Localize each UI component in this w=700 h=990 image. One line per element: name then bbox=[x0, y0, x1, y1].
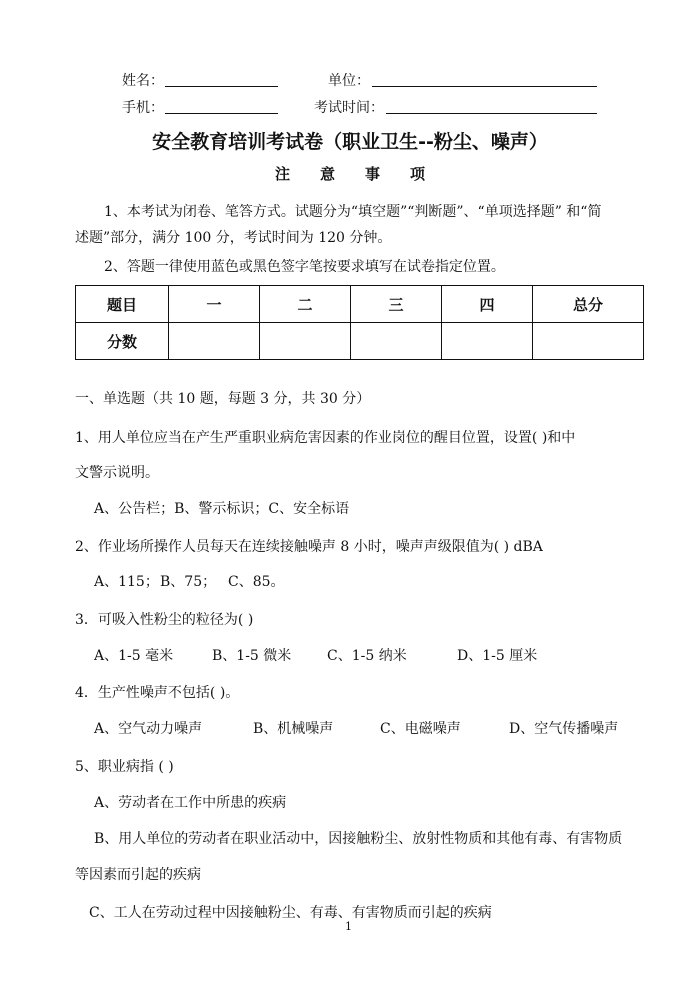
question-5-option-c: C、工人在劳动过程中因接触粉尘、有毒、有害物质而引起的疾病 bbox=[89, 905, 492, 921]
question-1-options: A、公告栏；B、警示标识；C、安全标语 bbox=[94, 501, 350, 517]
question-5-option-b-line1: B、用人单位的劳动者在职业活动中，因接触粉尘、放射性物质和其他有毒、有害物质 bbox=[94, 831, 623, 847]
score-cell[interactable] bbox=[533, 323, 644, 360]
exam-time-label: 考试时间： bbox=[314, 100, 384, 116]
phone-label: 手机： bbox=[122, 100, 164, 116]
question-4-option-d: D、空气传播噪声 bbox=[509, 721, 619, 737]
page-number: 1 bbox=[345, 920, 352, 933]
table-header-cell: 题目 bbox=[76, 286, 169, 323]
question-2: 2、作业场所操作人员每天在连续接触噪声 8 小时，噪声声级限值为( ) dBA bbox=[75, 539, 543, 555]
question-2-option-c: C、85。 bbox=[228, 574, 285, 590]
question-3: 3．可吸入性粉尘的粒径为( ) bbox=[75, 612, 254, 628]
question-4-option-c: C、电磁噪声 bbox=[380, 721, 461, 737]
notice-heading: 注意事项 bbox=[274, 165, 455, 183]
question-5-option-b-line2: 等因素而引起的疾病 bbox=[75, 867, 201, 883]
name-field[interactable] bbox=[165, 86, 278, 87]
table-header-cell: 总分 bbox=[533, 286, 644, 323]
name-label: 姓名： bbox=[122, 73, 164, 89]
instruction-1-line1: 1、本考试为闭卷、笔答方式。试题分为“填空题”“判断题”、“单项选择题” 和“简 bbox=[104, 204, 602, 220]
question-1-line2: 文警示说明。 bbox=[75, 465, 159, 481]
phone-field[interactable] bbox=[165, 113, 278, 114]
question-4-option-b: B、机械噪声 bbox=[253, 721, 334, 737]
question-5-option-a: A、劳动者在工作中所患的疾病 bbox=[94, 795, 287, 811]
section-heading: 一、单选题（共 10 题，每题 3 分，共 30 分） bbox=[75, 391, 371, 407]
exam-time-field[interactable] bbox=[386, 113, 597, 114]
unit-field[interactable] bbox=[372, 86, 597, 87]
table-header-cell: 一 bbox=[169, 286, 260, 323]
score-cell[interactable] bbox=[351, 323, 442, 360]
instruction-1-line2: 述题”部分，满分 100 分，考试时间为 120 分钟。 bbox=[75, 230, 392, 246]
table-header-cell: 二 bbox=[260, 286, 351, 323]
question-4-option-a: A、空气动力噪声 bbox=[94, 721, 203, 737]
instruction-2: 2、答题一律使用蓝色或黑色签字笔按要求填写在试卷指定位置。 bbox=[104, 259, 505, 275]
exam-title: 安全教育培训考试卷（职业卫生--粉尘、噪声） bbox=[152, 131, 548, 153]
question-1-line1: 1、用人单位应当在产生严重职业病危害因素的作业岗位的醒目位置，设置( )和中 bbox=[75, 430, 576, 446]
question-3-option-d: D、1-5 厘米 bbox=[457, 648, 538, 664]
question-2-option-b: B、75； bbox=[160, 574, 217, 590]
table-row bbox=[76, 286, 644, 323]
score-cell[interactable] bbox=[442, 323, 533, 360]
score-cell[interactable] bbox=[260, 323, 351, 360]
question-3-option-c: C、1-5 纳米 bbox=[327, 648, 407, 664]
question-4: 4．生产性噪声不包括( )。 bbox=[75, 685, 240, 701]
question-3-option-a: A、1-5 毫米 bbox=[94, 648, 174, 664]
table-header-cell: 三 bbox=[351, 286, 442, 323]
question-5: 5、职业病指 ( ) bbox=[75, 759, 174, 775]
question-2-option-a: A、115； bbox=[94, 574, 159, 590]
table-header-cell: 四 bbox=[442, 286, 533, 323]
question-3-option-b: B、1-5 微米 bbox=[212, 648, 292, 664]
score-row-label: 分数 bbox=[76, 323, 169, 360]
score-cell[interactable] bbox=[169, 323, 260, 360]
score-table bbox=[75, 285, 644, 360]
table-row bbox=[76, 323, 644, 360]
unit-label: 单位： bbox=[328, 73, 370, 89]
